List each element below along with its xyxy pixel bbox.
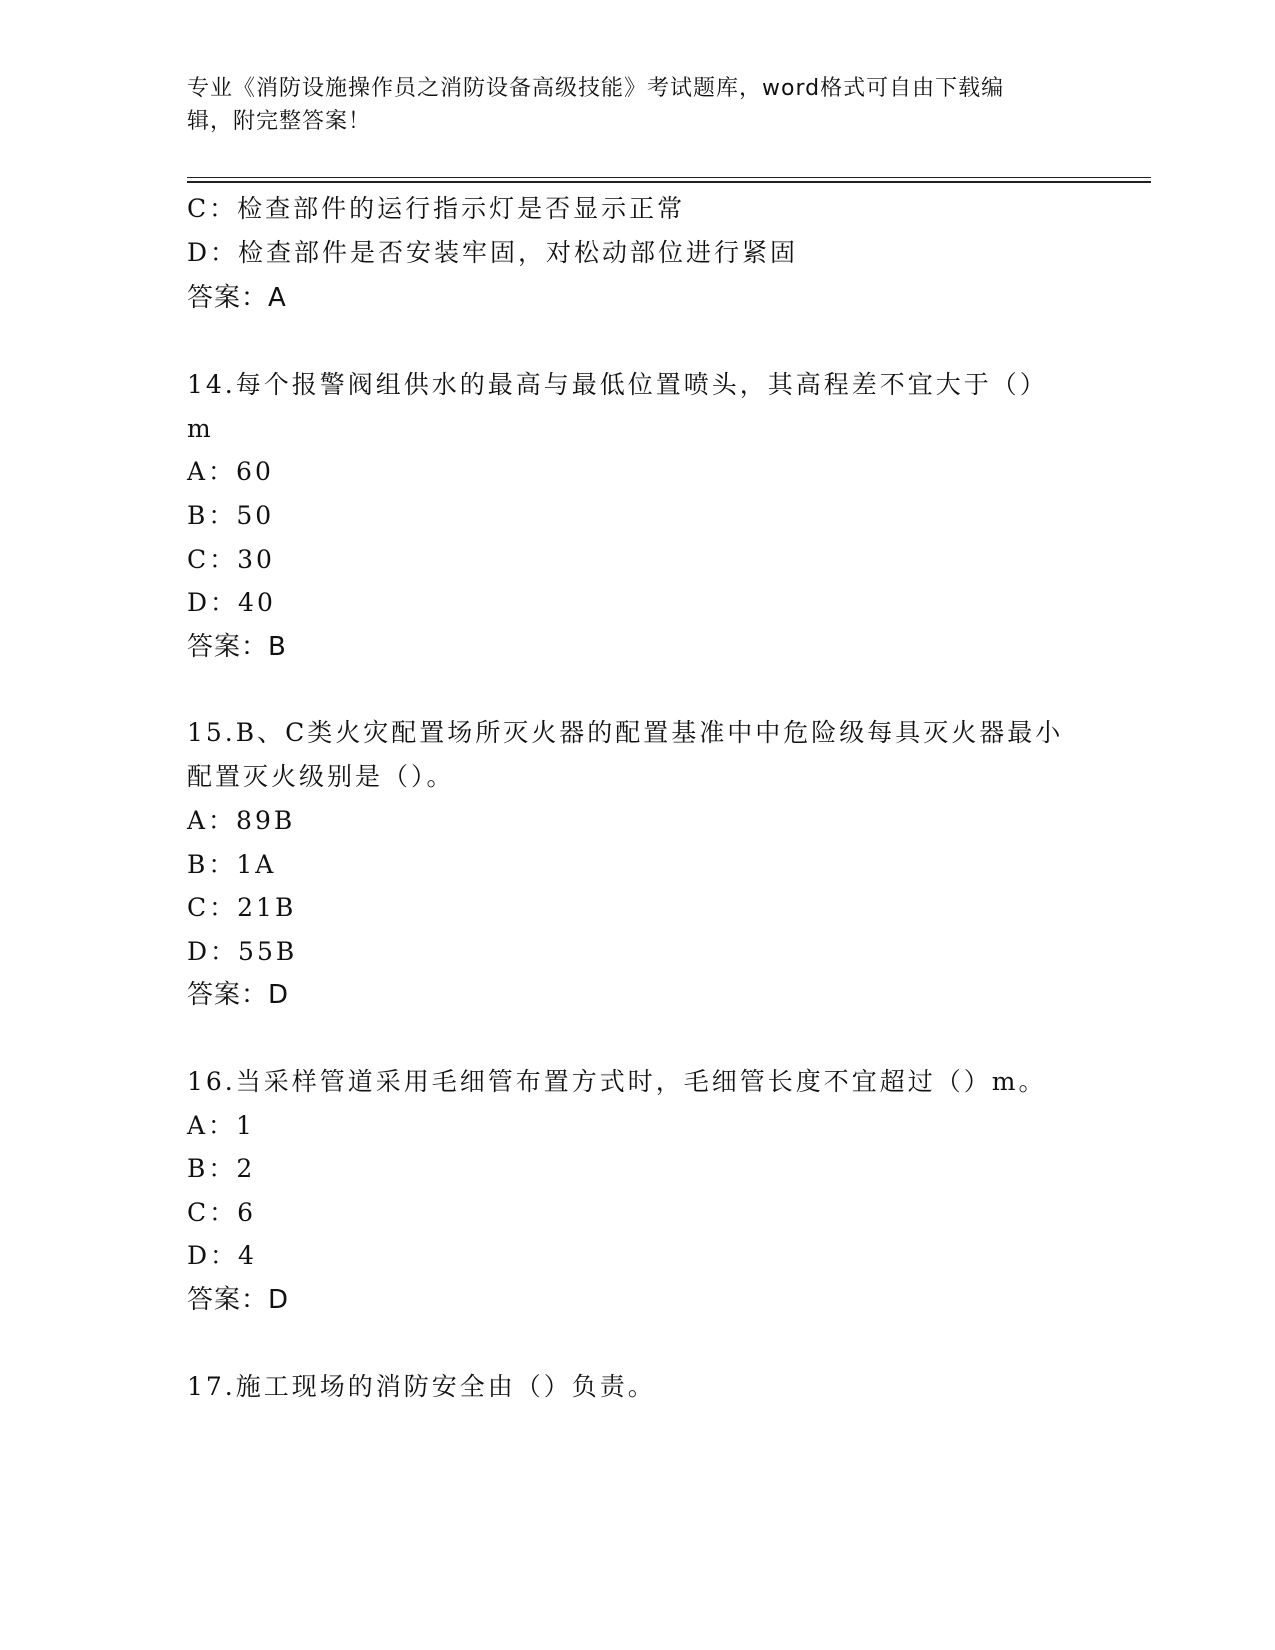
q14-stem-line-1: 14.每个报警阀组供水的最高与最低位置喷头，其高程差不宜大于（） <box>187 370 1048 399</box>
q16-option-b: B：2 <box>187 1154 256 1183</box>
q14-option-a: A：60 <box>187 457 274 486</box>
q16-stem-line-1: 16.当采样管道采用毛细管布置方式时，毛细管长度不宜超过（）m。 <box>187 1067 1047 1096</box>
q15-option-b: B：1A <box>187 850 277 879</box>
header-divider-thick <box>187 181 1151 183</box>
q16-option-a: A：1 <box>187 1111 255 1140</box>
q16-option-c: C：6 <box>187 1198 257 1227</box>
q15-option-c: C：21B <box>187 893 297 922</box>
q15-stem-line-1: 15.B、C类火灾配置场所灭火器的配置基准中中危险级每具灭火器最小 <box>187 718 1064 747</box>
q14-stem-line-2: m <box>187 414 214 443</box>
q15-option-d: D：55B <box>187 937 298 966</box>
q15-stem-line-2: 配置灭火级别是（）。 <box>187 762 455 791</box>
q14-answer: 答案：B <box>187 632 287 662</box>
header-line-2: 辑，附完整答案！ <box>187 109 372 134</box>
q16-option-d: D：4 <box>187 1241 257 1270</box>
q16-answer: 答案：D <box>187 1285 290 1315</box>
q13-option-c: C：检查部件的运行指示灯是否显示正常 <box>187 194 686 223</box>
document-header <box>187 72 1087 138</box>
header-divider-thin <box>187 177 1151 178</box>
q14-option-c: C：30 <box>187 545 275 574</box>
q13-answer: 答案：A <box>187 283 287 313</box>
q14-option-b: B：50 <box>187 501 275 530</box>
q14-option-d: D：40 <box>187 588 276 617</box>
q15-answer: 答案：D <box>187 980 290 1010</box>
q13-option-d: D：检查部件是否安装牢固，对松动部位进行紧固 <box>187 238 799 267</box>
q15-option-a: A：89B <box>187 806 296 835</box>
q17-stem-line-1: 17.施工现场的消防安全由（）负责。 <box>187 1372 656 1401</box>
header-line-1: 专业《消防设施操作员之消防设备高级技能》考试题库，word格式可自由下载编 <box>187 76 1005 101</box>
